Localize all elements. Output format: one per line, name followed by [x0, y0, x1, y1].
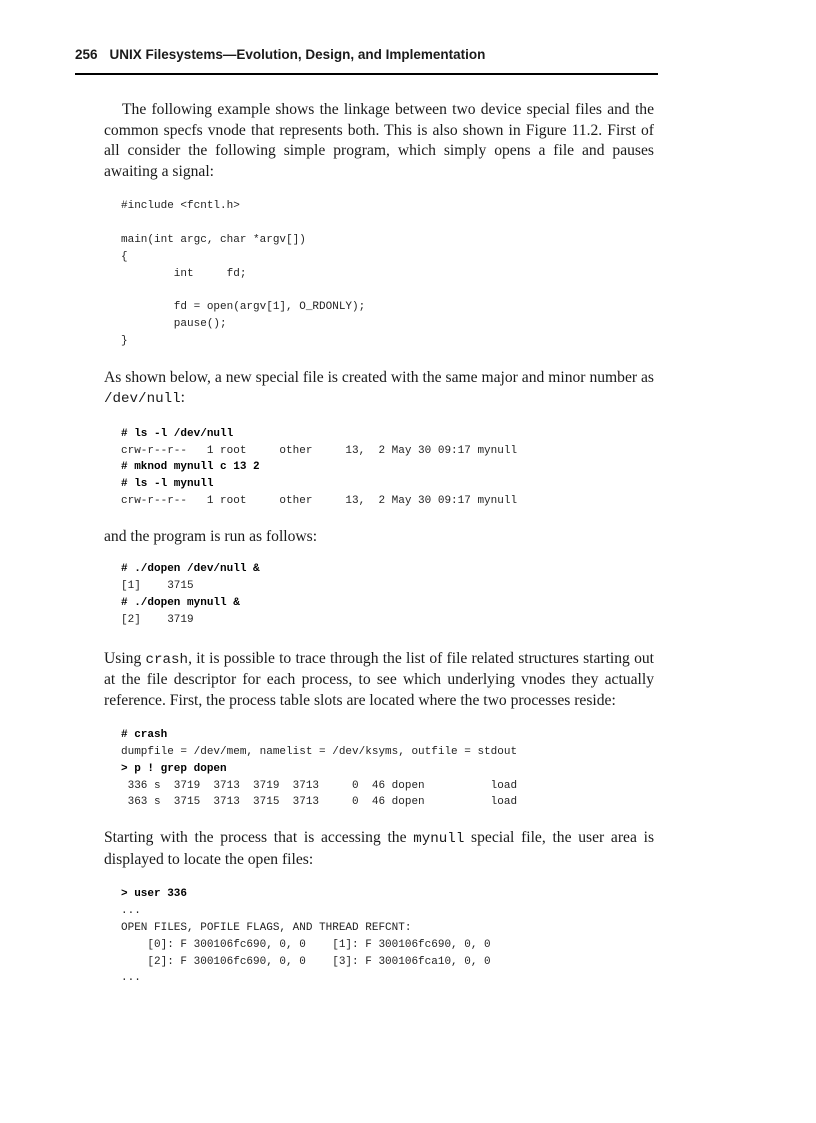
code-line: #include <fcntl.h>: [121, 200, 240, 213]
page-header: [75, 45, 658, 75]
code-output-line: ...: [121, 972, 141, 985]
code-command-line: # mknod mynull c 13 2: [121, 461, 260, 474]
code-line: {: [121, 250, 128, 263]
code-listing-dopen-source: [104, 198, 654, 349]
code-command-line: # ./dopen /dev/null &: [121, 563, 260, 576]
code-output-line: 336 s 3719 3713 3719 3713 0 46 dopen load: [121, 779, 518, 792]
page-number: 256: [75, 47, 98, 62]
code-output-line: ...: [121, 905, 141, 918]
code-output-line: crw-r--r-- 1 root other 13, 2 May 30 09:17 mynull: [121, 494, 518, 507]
page-body: [104, 100, 654, 987]
paragraph-text: , it is possible to trace through the list of file related structures starting out at the file descriptor for each process, to see which underlying vnodes they actually reference. First, the process table slots are located where the two processes reside:: [104, 649, 654, 709]
paragraph-text: :: [180, 389, 185, 407]
inline-code: mynull: [413, 831, 465, 848]
paragraph-text: Using: [104, 649, 146, 667]
code-command-line: # ls -l mynull: [121, 478, 214, 491]
code-listing-run-dopen: [104, 561, 654, 628]
code-listing-mknod: [104, 426, 654, 510]
paragraph-crash-intro: [104, 649, 654, 712]
code-output-line: OPEN FILES, POFILE FLAGS, AND THREAD REFCNT:: [121, 922, 412, 935]
code-line: fd = open(argv[1], O_RDONLY);: [121, 301, 366, 314]
paragraph-text: special file, the user area is displayed to locate the open files:: [104, 829, 655, 868]
code-command-line: # ls -l /dev/null: [121, 427, 234, 440]
code-line: pause();: [121, 317, 227, 330]
code-output-line: 363 s 3715 3713 3715 3713 0 46 dopen load: [121, 796, 518, 809]
inline-code: /dev/null: [104, 391, 181, 408]
paragraph-intro: The following example shows the linkage between two device special files and the common specfs vnode that represents both. This is also shown in Figure 11.2. First of all consider the following simple program, which simply opens a file and pauses awaiting a signal:: [104, 101, 654, 180]
code-line: main(int argc, char *argv[]): [121, 233, 306, 246]
code-listing-crash: [104, 727, 654, 811]
code-command-line: # crash: [121, 729, 168, 742]
code-line: }: [121, 334, 128, 347]
paragraph-run-program: and the program is run as follows:: [104, 527, 318, 545]
book-title: UNIX Filesystems—Evolution, Design, and Implementation: [109, 47, 486, 62]
code-line: int fd;: [121, 267, 247, 280]
paragraph-mknod-intro: [104, 368, 654, 410]
paragraph-text: As shown below, a new special file is created with the same major and minor number as: [104, 368, 654, 386]
code-output-line: [2] 3719: [121, 613, 194, 626]
code-listing-user-area: [104, 886, 654, 987]
code-output-line: crw-r--r-- 1 root other 13, 2 May 30 09:17 mynull: [121, 444, 518, 457]
code-command-line: > p ! grep dopen: [121, 762, 227, 775]
paragraph-user-area-intro: [104, 828, 654, 870]
code-output-line: [1] 3715: [121, 580, 194, 593]
code-command-line: # ./dopen mynull &: [121, 596, 240, 609]
inline-code: crash: [145, 651, 189, 668]
code-output-line: dumpfile = /dev/mem, namelist = /dev/ksyms, outfile = stdout: [121, 746, 518, 759]
code-output-line: [2]: F 300106fc690, 0, 0 [3]: F 300106fca10, 0, 0: [121, 955, 491, 968]
paragraph-text: Starting with the process that is accessing the: [104, 829, 414, 847]
code-command-line: > user 336: [121, 888, 188, 901]
code-output-line: [0]: F 300106fc690, 0, 0 [1]: F 300106fc690, 0, 0: [121, 938, 491, 951]
